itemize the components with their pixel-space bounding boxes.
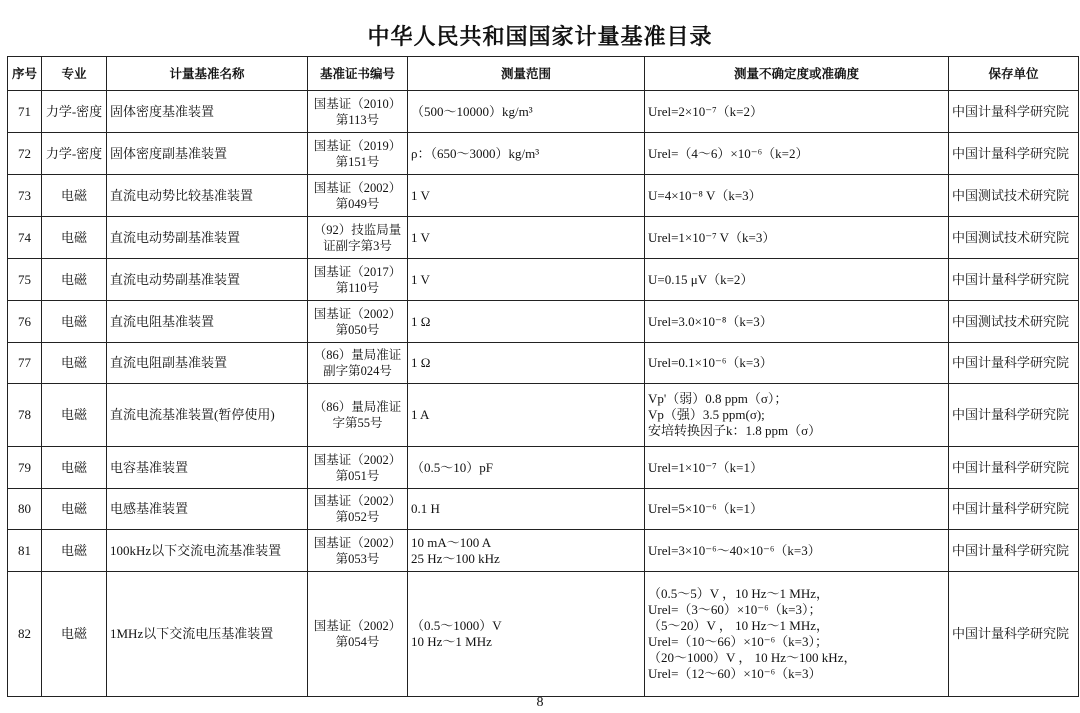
cell-no: 76 (8, 301, 42, 343)
header-no: 序号 (8, 57, 42, 91)
table-row (8, 489, 1079, 530)
cell-uncertainty: （0.5～5）V ，10 Hz～1 MHz， Urel=（3～60）×10⁻⁶（k=3）； （5～20）V ， 10 Hz～1 MHz， Urel=（10～66）×10⁻⁶（k=3）； （20～1000）V ， 10 Hz～100 kHz， Urel=（12～60）×10⁻⁶（k=3） (645, 572, 949, 697)
cell-unit: 中国计量科学研究院 (949, 343, 1079, 384)
cell-unit: 中国计量科学研究院 (949, 489, 1079, 530)
cell-range: 0.1 H (408, 489, 645, 530)
cell-range: 1 A (408, 384, 645, 447)
cell-name: 1MHz以下交流电压基准装置 (107, 572, 308, 697)
header-uncertainty: 测量不确定度或准确度 (645, 57, 949, 91)
cell-unit: 中国测试技术研究院 (949, 301, 1079, 343)
cell-name: 直流电流基准装置(暂停使用) (107, 384, 308, 447)
cell-name: 固体密度副基准装置 (107, 133, 308, 175)
cell-uncertainty: Urel=3×10⁻⁶～40×10⁻⁶（k=3） (645, 530, 949, 572)
cell-no: 74 (8, 217, 42, 259)
cell-field: 电磁 (42, 530, 107, 572)
cell-name: 直流电阻副基准装置 (107, 343, 308, 384)
cell-name: 100kHz以下交流电流基准装置 (107, 530, 308, 572)
cell-range: 10 mA～100 A 25 Hz～100 kHz (408, 530, 645, 572)
cell-name: 直流电动势副基准装置 (107, 259, 308, 301)
cell-uncertainty: Vp'（弱）0.8 ppm（σ）； Vp（强）3.5 ppm(σ); 安培转换因子k：1.8 ppm（σ） (645, 384, 949, 447)
cell-range: （500～10000）kg/m³ (408, 91, 645, 133)
cell-field: 电磁 (42, 217, 107, 259)
cell-unit: 中国计量科学研究院 (949, 530, 1079, 572)
table-row (8, 217, 1079, 259)
cell-name: 固体密度基准装置 (107, 91, 308, 133)
cell-name: 电感基准装置 (107, 489, 308, 530)
cell-range: 1 V (408, 175, 645, 217)
cell-range: （0.5～10）pF (408, 447, 645, 489)
cell-unit: 中国计量科学研究院 (949, 133, 1079, 175)
header-range: 测量范围 (408, 57, 645, 91)
table-row (8, 91, 1079, 133)
cell-no: 71 (8, 91, 42, 133)
header-name: 计量基准名称 (107, 57, 308, 91)
cell-no: 81 (8, 530, 42, 572)
cell-cert: 国基证（2002） 第052号 (308, 489, 408, 530)
cell-field: 电磁 (42, 259, 107, 301)
header-unit: 保存单位 (949, 57, 1079, 91)
cell-cert: 国基证（2019） 第151号 (308, 133, 408, 175)
cell-unit: 中国计量科学研究院 (949, 572, 1079, 697)
cell-range: （0.5～1000）V 10 Hz～1 MHz (408, 572, 645, 697)
standards-table (7, 56, 1079, 697)
cell-uncertainty: Urel=2×10⁻⁷（k=2） (645, 91, 949, 133)
cell-no: 72 (8, 133, 42, 175)
cell-uncertainty: Urel=（4～6）×10⁻⁶（k=2） (645, 133, 949, 175)
header-row (8, 57, 1079, 91)
cell-unit: 中国计量科学研究院 (949, 447, 1079, 489)
cell-cert: 国基证（2010） 第113号 (308, 91, 408, 133)
table-row (8, 384, 1079, 447)
cell-cert: 国基证（2002） 第050号 (308, 301, 408, 343)
cell-uncertainty: Urel=5×10⁻⁶（k=1） (645, 489, 949, 530)
cell-no: 78 (8, 384, 42, 447)
cell-cert: （86）量局准证 副字第024号 (308, 343, 408, 384)
cell-no: 77 (8, 343, 42, 384)
cell-unit: 中国测试技术研究院 (949, 217, 1079, 259)
cell-range: 1 Ω (408, 301, 645, 343)
cell-field: 电磁 (42, 301, 107, 343)
header-field: 专业 (42, 57, 107, 91)
page-number: 8 (536, 695, 544, 710)
cell-field: 电磁 (42, 489, 107, 530)
cell-uncertainty: Urel=3.0×10⁻⁸（k=3） (645, 301, 949, 343)
cell-uncertainty: U=4×10⁻⁸ V（k=3） (645, 175, 949, 217)
cell-uncertainty: Urel=0.1×10⁻⁶（k=3） (645, 343, 949, 384)
cell-range: 1 V (408, 217, 645, 259)
cell-name: 直流电阻基准装置 (107, 301, 308, 343)
cell-uncertainty: U=0.15 μV（k=2） (645, 259, 949, 301)
cell-unit: 中国计量科学研究院 (949, 259, 1079, 301)
cell-unit: 中国测试技术研究院 (949, 175, 1079, 217)
cell-no: 75 (8, 259, 42, 301)
table-row (8, 175, 1079, 217)
cell-cert: 国基证（2002） 第051号 (308, 447, 408, 489)
cell-uncertainty: Urel=1×10⁻⁷（k=1） (645, 447, 949, 489)
cell-unit: 中国计量科学研究院 (949, 384, 1079, 447)
document-title: 中华人民共和国国家计量基准目录 (367, 25, 713, 50)
cell-name: 直流电动势副基准装置 (107, 217, 308, 259)
cell-field: 力学-密度 (42, 133, 107, 175)
table-row (8, 301, 1079, 343)
cell-no: 73 (8, 175, 42, 217)
table-row (8, 343, 1079, 384)
cell-no: 80 (8, 489, 42, 530)
cell-no: 79 (8, 447, 42, 489)
cell-cert: （86）量局准证 字第55号 (308, 384, 408, 447)
table-row (8, 447, 1079, 489)
cell-cert: 国基证（2002） 第053号 (308, 530, 408, 572)
cell-range: 1 V (408, 259, 645, 301)
cell-cert: （92）技监局量 证副字第3号 (308, 217, 408, 259)
cell-no: 82 (8, 572, 42, 697)
cell-cert: 国基证（2002） 第049号 (308, 175, 408, 217)
cell-range: 1 Ω (408, 343, 645, 384)
cell-unit: 中国计量科学研究院 (949, 91, 1079, 133)
cell-field: 电磁 (42, 447, 107, 489)
cell-field: 电磁 (42, 384, 107, 447)
cell-field: 电磁 (42, 343, 107, 384)
cell-uncertainty: Urel=1×10⁻⁷ V（k=3） (645, 217, 949, 259)
cell-field: 力学-密度 (42, 91, 107, 133)
table-row (8, 133, 1079, 175)
header-cert: 基准证书编号 (308, 57, 408, 91)
cell-name: 电容基准装置 (107, 447, 308, 489)
table-row (8, 572, 1079, 697)
table-row (8, 259, 1079, 301)
cell-field: 电磁 (42, 572, 107, 697)
cell-cert: 国基证（2017） 第110号 (308, 259, 408, 301)
cell-field: 电磁 (42, 175, 107, 217)
cell-cert: 国基证（2002） 第054号 (308, 572, 408, 697)
cell-name: 直流电动势比较基准装置 (107, 175, 308, 217)
cell-range: ρ：（650～3000）kg/m³ (408, 133, 645, 175)
table-row (8, 530, 1079, 572)
